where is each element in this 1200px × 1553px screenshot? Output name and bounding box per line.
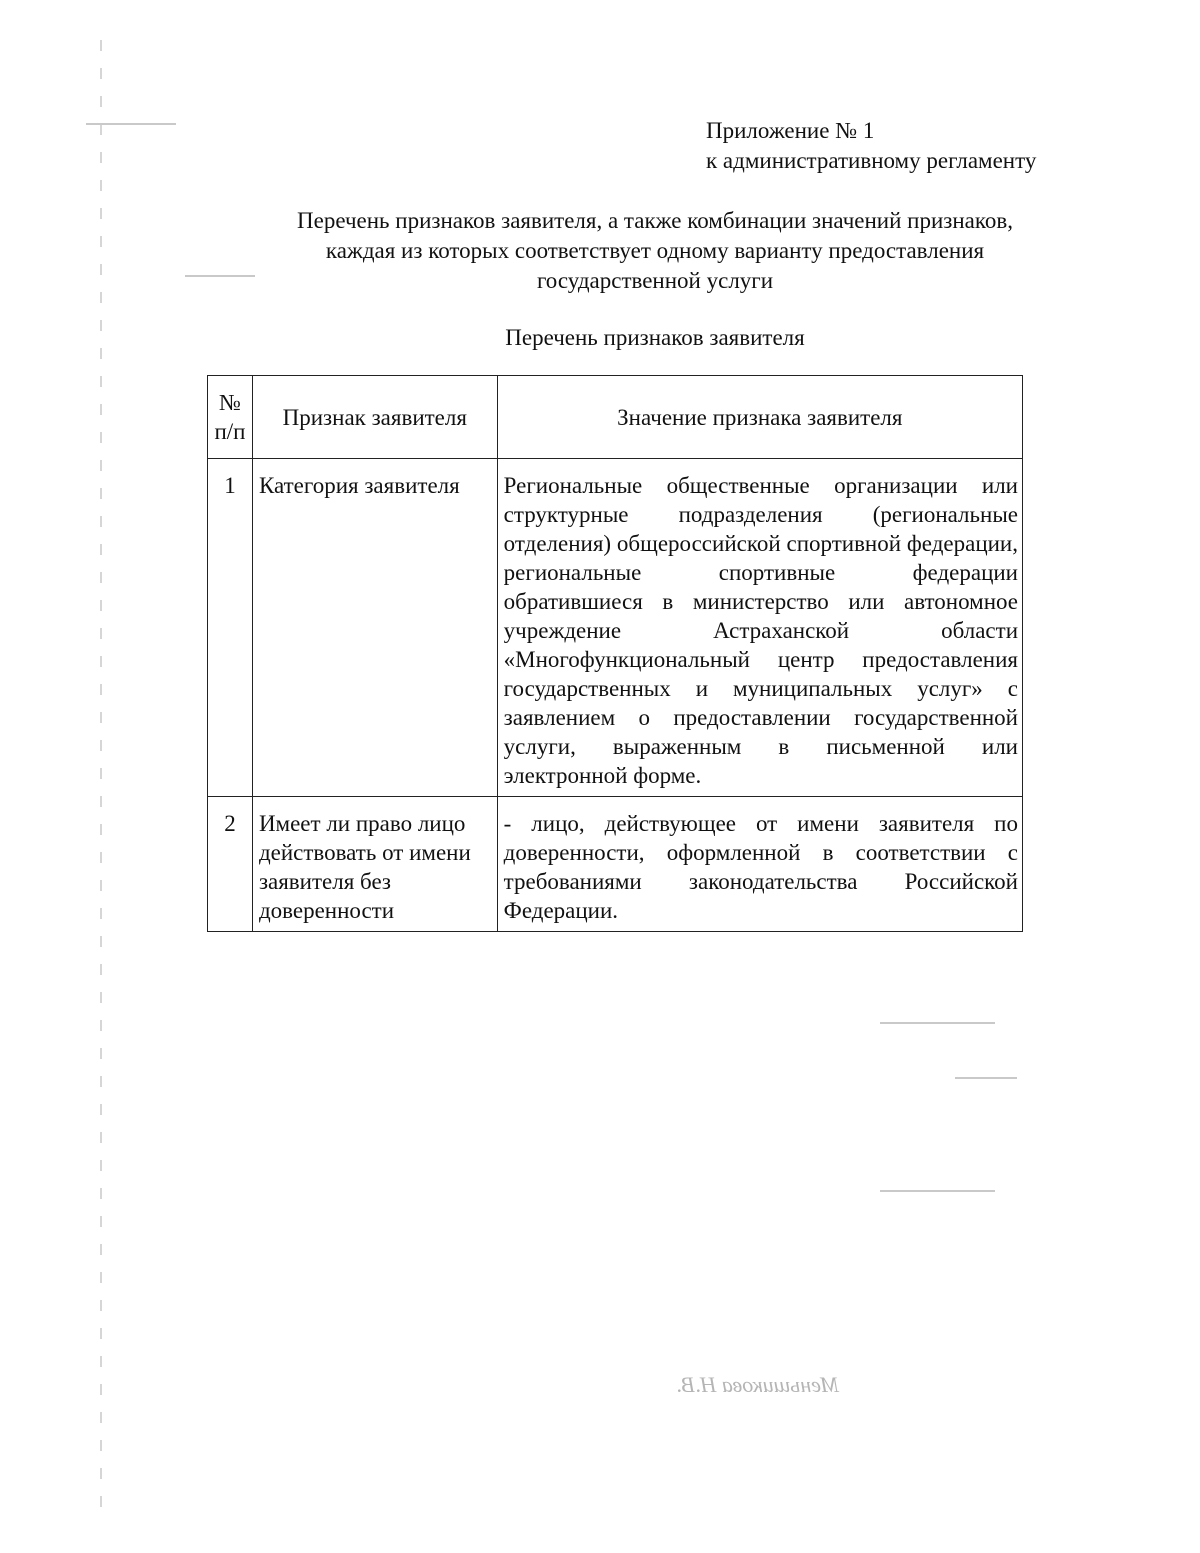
scan-speck <box>86 123 176 125</box>
table-header-row <box>208 376 1023 459</box>
appendix-number: Приложение № 1 <box>706 118 875 143</box>
row-value: - лицо, действующее от имени заявителя по доверенности, оформленной в соответствии с требованиями законодательства Российской Федерации. <box>497 797 1022 932</box>
header-number: № п/п <box>208 376 253 459</box>
appendix-header <box>706 116 1036 176</box>
header-value: Значение признака заявителя <box>497 376 1022 459</box>
table-row <box>208 797 1023 932</box>
scan-speck <box>880 1022 995 1024</box>
row-feature: Имеет ли право лицо действовать от имени заявителя без доверенности <box>252 797 497 932</box>
row-number: 2 <box>208 797 253 932</box>
table-row <box>208 459 1023 797</box>
table-caption: Перечень признаков заявителя <box>505 325 805 350</box>
applicant-features-table <box>207 375 1023 932</box>
bleed-through-signature: Меньшикова Н.В. <box>676 1372 839 1397</box>
row-value: Региональные общественные организации или структурные подразделения (региональные отделения) общероссийской спортивной федерации, региональные спортивные федерации обратившиеся в министерство или автономное учреждение Астраханской области «Многофункциональный центр предоставления государственных и муниципальных услуг» с заявлением о предоставлении государственной услуги, выраженным в письменной или электронной форме. <box>497 459 1022 797</box>
document-title <box>200 206 1110 296</box>
scan-speck <box>955 1077 1017 1079</box>
row-feature: Категория заявителя <box>252 459 497 797</box>
header-feature: Признак заявителя <box>252 376 497 459</box>
title-line-2: каждая из которых соответствует одному варианту предоставления <box>325 238 985 263</box>
scan-margin-artifact <box>100 40 102 1520</box>
title-line-3: государственной услуги <box>536 268 774 293</box>
title-line-1: Перечень признаков заявителя, а также комбинации значений признаков, <box>297 208 1013 233</box>
appendix-reference: к административному регламенту <box>706 148 1037 173</box>
scan-speck <box>880 1190 995 1192</box>
row-number: 1 <box>208 459 253 797</box>
